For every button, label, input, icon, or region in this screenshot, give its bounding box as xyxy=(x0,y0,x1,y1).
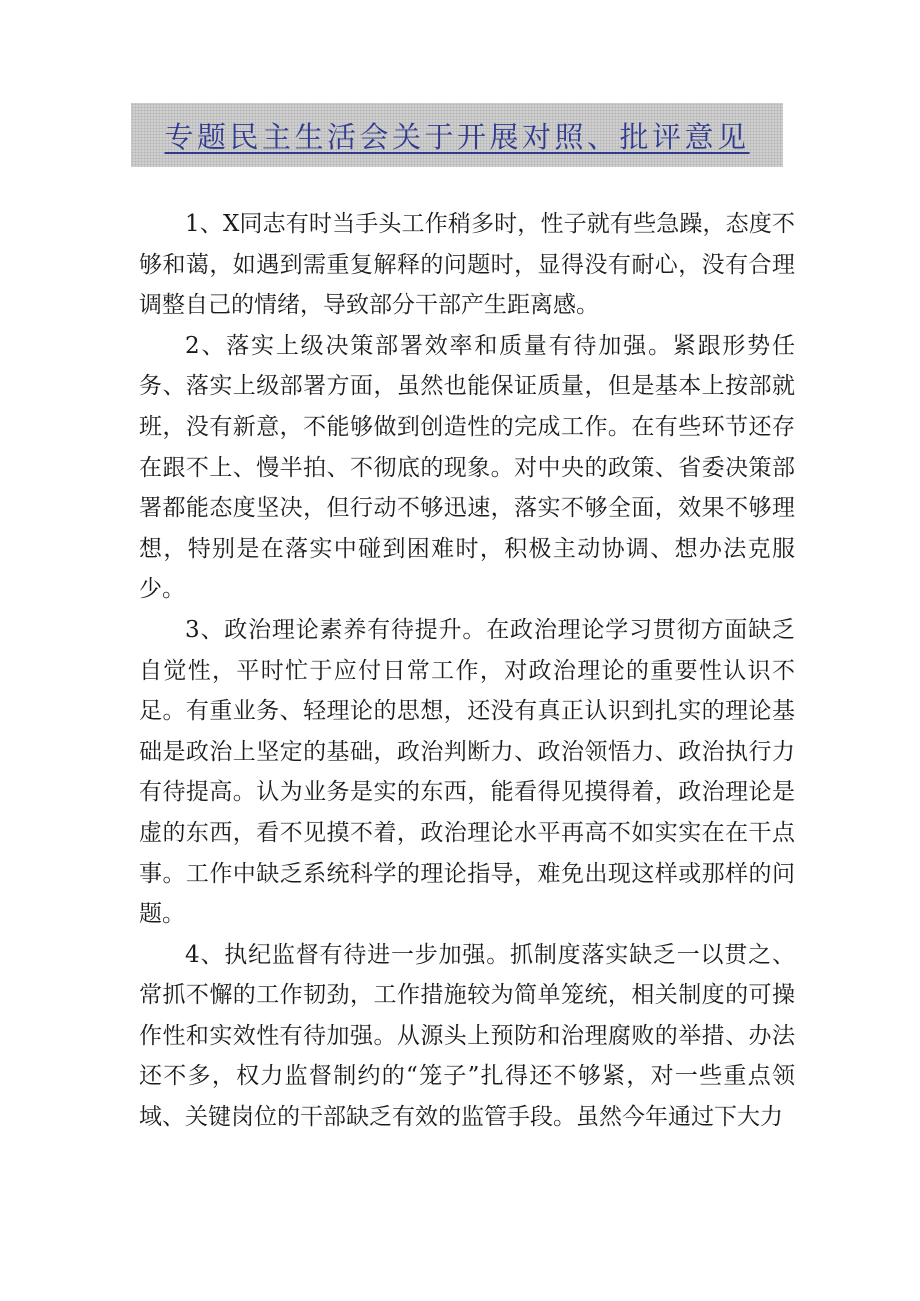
paragraph-2: 2、落实上级决策部署效率和质量有待加强。紧跟形势任务、落实上级部署方面，虽然也能保证质量，但是基本上按部就班，没有新意，不能够做到创造性的完成工作。在有些环节还存在跟不上、慢半拍、不彻底的现象。对中央的政策、省委决策部署都能态度坚决，但行动不够迅速，落实不够全面，效果不够理想，特别是在落实中碰到困难时，积极主动协调、想办法克服少。 xyxy=(139,332,795,603)
title-banner xyxy=(131,103,783,167)
paragraph-4: 4、执纪监督有待进一步加强。抓制度落实缺乏一以贯之、常抓不懈的工作韧劲，工作措施较为简单笼统，相关制度的可操作性和实效性有待加强。从源头上预防和治理腐败的举措、办法还不多，权力监督制约的“笼子”扎得还不够紧，对一些重点领域、关键岗位的干部缺乏有效的监管手段。虽然今年通过下大力 xyxy=(139,941,795,1131)
document-title: 专题民主生活会关于开展对照、批评意见 xyxy=(164,119,750,154)
document-body xyxy=(139,204,795,1138)
paragraph-3: 3、政治理论素养有待提升。在政治理论学习贯彻方面缺乏自觉性，平时忙于应付日常工作，对政治理论的重要性认识不足。有重业务、轻理论的思想，还没有真正认识到扎实的理论基础是政治上坚定的基础，政治判断力、政治领悟力、政治执行力有待提高。认为业务是实的东西，能看得见摸得着，政治理论是虚的东西，看不见摸不着，政治理论水平再高不如实实在在干点事。工作中缺乏系统科学的理论指导，难免出现这样或那样的问题。 xyxy=(139,616,795,928)
paragraph-1: 1、X同志有时当手头工作稍多时，性子就有些急躁，态度不够和蔼，如遇到需重复解释的问题时，显得没有耐心，没有合理调整自己的情绪，导致部分干部产生距离感。 xyxy=(139,211,795,319)
